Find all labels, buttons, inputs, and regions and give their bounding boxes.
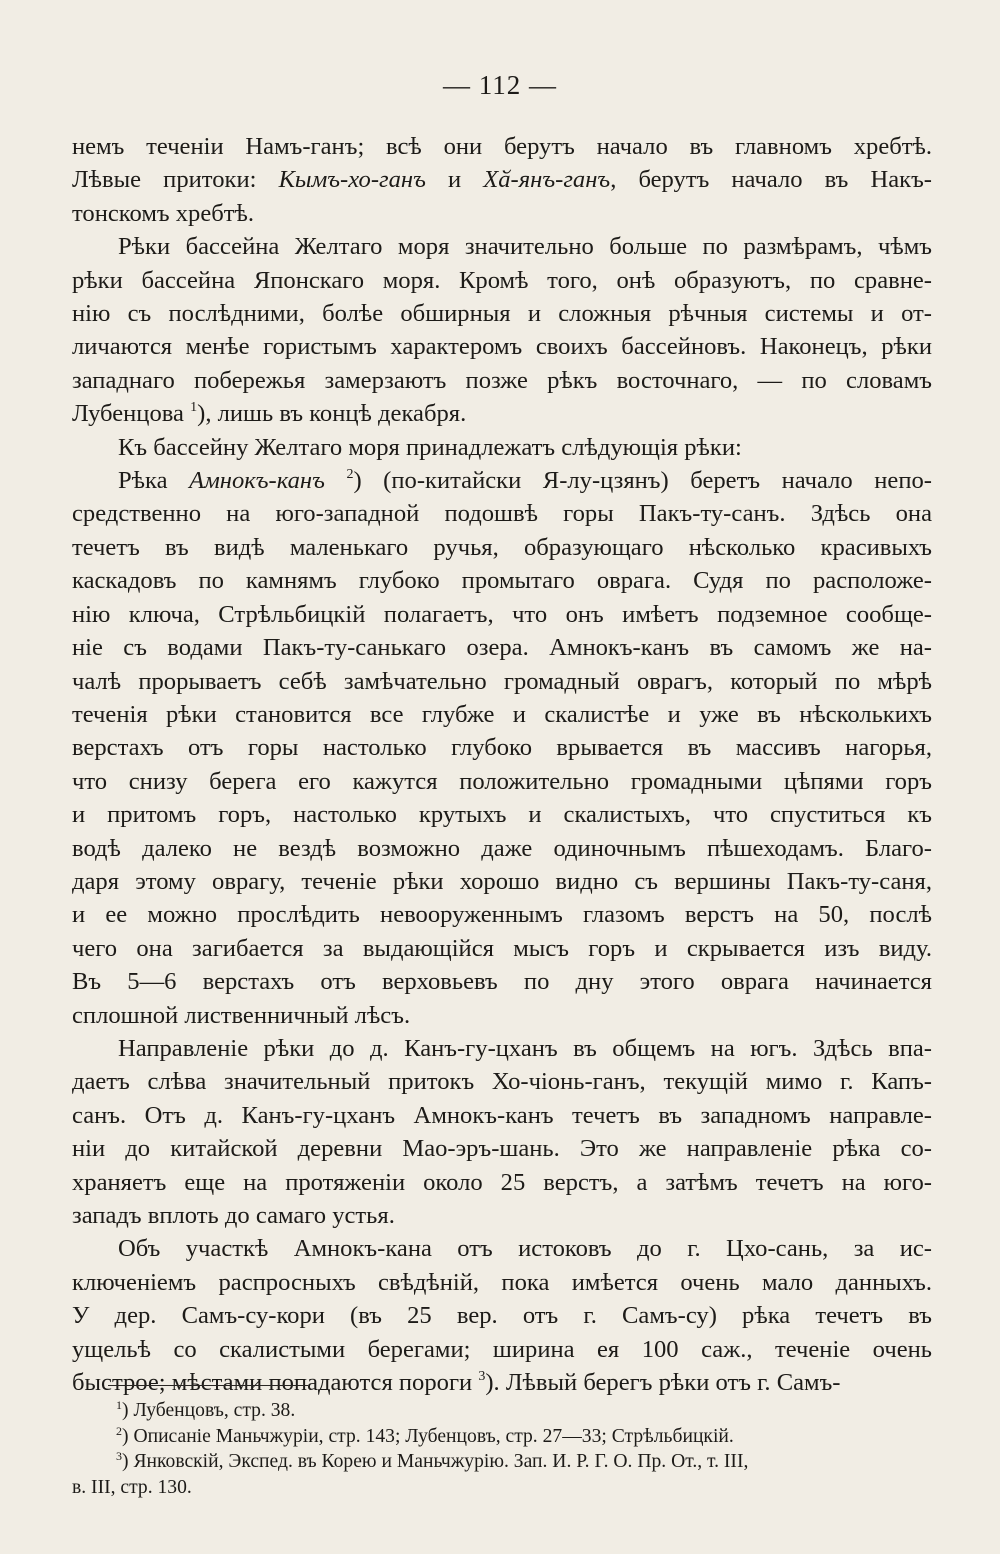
text-line xyxy=(72,1032,932,1065)
footnote-reference: 1 xyxy=(190,400,198,416)
text-line xyxy=(72,1266,932,1299)
text-run: ніи до китайской деревни Мао-эръ-шань. Это же направленіе рѣка со- xyxy=(72,1135,932,1163)
text-line xyxy=(72,431,932,464)
text-run: чего она загибается за выдающійся мысъ горъ и скрывается изъ виду. xyxy=(72,934,932,962)
text-line xyxy=(72,832,932,865)
paragraph xyxy=(72,130,932,230)
footnote-line: $^3$) Янковскій, Экспед. въ Корею и Маньчжурію. Зап. И. Р. Г. О. Пр. От., т. III, xyxy=(116,1449,749,1472)
text-run: западъ вплоть до самаго устья. xyxy=(72,1202,395,1229)
text-run: нію съ послѣдними, болѣе обширныя и сложныя рѣчныя системы и от- xyxy=(72,300,932,328)
text-run xyxy=(325,467,347,494)
footnote-text: Лубенцовъ, стр. 38. xyxy=(133,1400,296,1421)
text-run: Лѣвые притоки: xyxy=(72,166,279,194)
text-run: Лубенцова xyxy=(72,400,191,428)
text-line xyxy=(72,765,932,798)
footnote-reference: 2 xyxy=(346,467,354,483)
text-line xyxy=(72,264,932,297)
footnote-line xyxy=(72,1475,932,1501)
text-line xyxy=(72,1333,932,1366)
italic-term: Хӑ-янъ-ганъ xyxy=(483,166,611,194)
text-run: санъ. Отъ д. Канъ-гу-цханъ Амнокъ-канъ течетъ въ западномъ направле- xyxy=(72,1101,932,1129)
text-run: нію ключа, Стрѣльбицкій полагаетъ, что онъ имѣетъ подземное сообще- xyxy=(72,600,932,628)
text-line xyxy=(72,932,932,965)
footnote-text: Янковскій, Экспед. въ Корею и Маньчжурію. Зап. И. Р. Г. О. Пр. От., т. III, xyxy=(133,1451,749,1472)
text-line xyxy=(72,397,932,430)
text-line xyxy=(72,230,932,263)
footnote-line: $^2$) Описаніе Маньчжуріи, стр. 143; Лубенцовъ, стр. 27—33; Стрѣльбицкій. xyxy=(116,1423,734,1447)
text-run: быстрое; мѣстами попадаются пороги xyxy=(72,1369,479,1397)
text-run: западнаго побережья замерзаютъ позже рѣкъ восточнаго, — по словамъ xyxy=(72,366,932,394)
text-line xyxy=(72,197,932,230)
footnote-text: в. III, стр. 130. xyxy=(72,1476,192,1498)
text-line xyxy=(72,1199,932,1232)
text-line xyxy=(72,1366,932,1399)
text-run: немъ теченіи Намъ-ганъ; всѣ они берутъ начало въ главномъ хребтѣ. xyxy=(72,133,932,160)
text-run: ніе съ водами Пакъ-ту-санькаго озера. Амнокъ-канъ въ самомъ же на- xyxy=(72,634,932,662)
text-run: и притомъ горъ, настолько крутыхъ и скалистыхъ, что спуститься къ xyxy=(72,801,932,829)
text-line xyxy=(72,1132,932,1165)
italic-term: Амнокъ-канъ xyxy=(189,467,325,495)
text-line xyxy=(72,598,932,631)
text-run: Въ 5—6 верстахъ отъ верховьевъ по дну этого оврага начинается xyxy=(72,968,932,996)
text-run: средственно на юго-западной подошвѣ горы Пакъ-ту-санъ. Здѣсь она xyxy=(72,500,932,528)
text-line xyxy=(72,297,932,330)
footnote-line: $^1$) Лубенцовъ, стр. 38. xyxy=(116,1398,296,1421)
text-run: верстахъ отъ горы настолько глубоко врывается въ массивъ нагорья, xyxy=(72,734,932,762)
paragraph xyxy=(72,230,932,430)
text-run: что снизу берега его кажутся положительно громадными цѣпями горъ xyxy=(72,767,932,795)
text-run: Рѣки бассейна Желтаго моря значительно больше по размѣрамъ, чѣмъ xyxy=(118,233,932,261)
text-line xyxy=(72,898,932,931)
footnote-mark: 1 xyxy=(116,1398,122,1412)
text-run: Къ бассейну Желтаго моря принадлежатъ слѣдующія рѣки: xyxy=(118,433,742,461)
text-line xyxy=(72,665,932,698)
text-run: ущельѣ со скалистыми берегами; ширина ея 100 саж., теченіе очень xyxy=(72,1335,932,1363)
text-run: водѣ далеко не вездѣ возможно даже одиночнымъ пѣшеходамъ. Благо- xyxy=(72,834,932,862)
text-run: храняетъ еще на протяженіи около 25 верстъ, а затѣмъ течетъ на юго- xyxy=(72,1168,932,1196)
text-line xyxy=(72,330,932,363)
paragraph xyxy=(72,464,932,1032)
text-run: У дер. Самъ-су-кори (въ 25 вер. отъ г. Самъ-су) рѣка течетъ въ xyxy=(72,1302,932,1330)
footnote-reference: 3 xyxy=(478,1369,486,1385)
italic-term: Кымъ-хо-ганъ xyxy=(278,166,426,194)
text-run: сплошной лиственничный лѣсъ. xyxy=(72,1001,411,1029)
text-run: каскадовъ по камнямъ глубоко промытаго оврага. Судя по расположе- xyxy=(72,567,932,595)
body-text xyxy=(72,130,932,1399)
text-line xyxy=(72,497,932,530)
text-run: тонскомъ хребтѣ. xyxy=(72,199,255,227)
text-line xyxy=(72,564,932,597)
page-number: — 112 — xyxy=(443,70,557,100)
paragraph xyxy=(72,1032,932,1232)
text-line xyxy=(72,999,932,1032)
text-run: ), лишь въ концѣ декабря. xyxy=(197,400,467,428)
text-line xyxy=(72,965,932,998)
text-run: даря этому оврагу, теченіе рѣки хорошо видно съ вершины Пакъ-ту-саня, xyxy=(72,867,932,895)
footnote-mark: 3 xyxy=(116,1449,122,1463)
text-line xyxy=(72,865,932,898)
text-run: и ее можно прослѣдить невооруженнымъ глазомъ верстъ на 50, послѣ xyxy=(72,901,932,929)
text-run: личаются менѣе гористымъ характеромъ своихъ бассейновъ. Наконецъ, рѣки xyxy=(72,333,932,361)
text-run: ) (по-китайски Я-лу-цзянъ) беретъ начало непо- xyxy=(353,467,932,495)
text-line xyxy=(72,364,932,397)
text-line xyxy=(72,1299,932,1332)
text-line xyxy=(72,531,932,564)
text-run: рѣки бассейна Японскаго моря. Кромѣ того, онѣ образуютъ, по сравне- xyxy=(72,266,932,294)
text-run: теченія рѣки становится все глубже и скалистѣе и уже въ нѣсколькихъ xyxy=(72,700,932,728)
text-line xyxy=(72,464,932,497)
text-run: ключеніемъ распросныхъ свѣдѣній, пока имѣется очень мало данныхъ. xyxy=(72,1268,932,1296)
text-line xyxy=(72,1099,932,1132)
text-run: ). Лѣвый берегъ рѣки отъ г. Самъ- xyxy=(485,1369,841,1397)
footnote-mark: 2 xyxy=(116,1423,122,1438)
text-run: течетъ въ видѣ маленькаго ручья, образующаго нѣсколько красивыхъ xyxy=(72,533,932,561)
text-run: Объ участкѣ Амнокъ-кана отъ истоковъ до г. Цхо-сань, за ис- xyxy=(118,1235,932,1263)
text-line xyxy=(72,1232,932,1265)
footnote-text: Описаніе Маньчжуріи, стр. 143; Лубенцовъ, стр. 27—33; Стрѣльбицкій. xyxy=(133,1425,734,1447)
text-line xyxy=(72,631,932,664)
footnotes xyxy=(72,1398,932,1500)
text-run: и xyxy=(425,166,484,194)
text-line xyxy=(72,798,932,831)
text-line xyxy=(72,1065,932,1098)
text-line xyxy=(72,731,932,764)
footnote-separator xyxy=(108,1385,308,1386)
text-run: Направленіе рѣки до д. Канъ-гу-цханъ въ общемъ на югъ. Здѣсь впа- xyxy=(118,1034,932,1062)
text-run: Рѣка xyxy=(118,467,190,495)
paragraph xyxy=(72,431,932,464)
paragraph xyxy=(72,1232,932,1399)
text-run: даетъ слѣва значительный притокъ Хо-чіонь-ганъ, текущій мимо г. Капъ- xyxy=(72,1068,932,1096)
text-run: чалѣ прорываетъ себѣ замѣчательно громадный оврагъ, который по мѣрѣ xyxy=(72,667,932,695)
text-line xyxy=(72,698,932,731)
text-run: , берутъ начало въ Накъ- xyxy=(610,166,932,194)
text-line xyxy=(72,1166,932,1199)
text-line xyxy=(72,130,932,163)
text-line xyxy=(72,163,932,196)
